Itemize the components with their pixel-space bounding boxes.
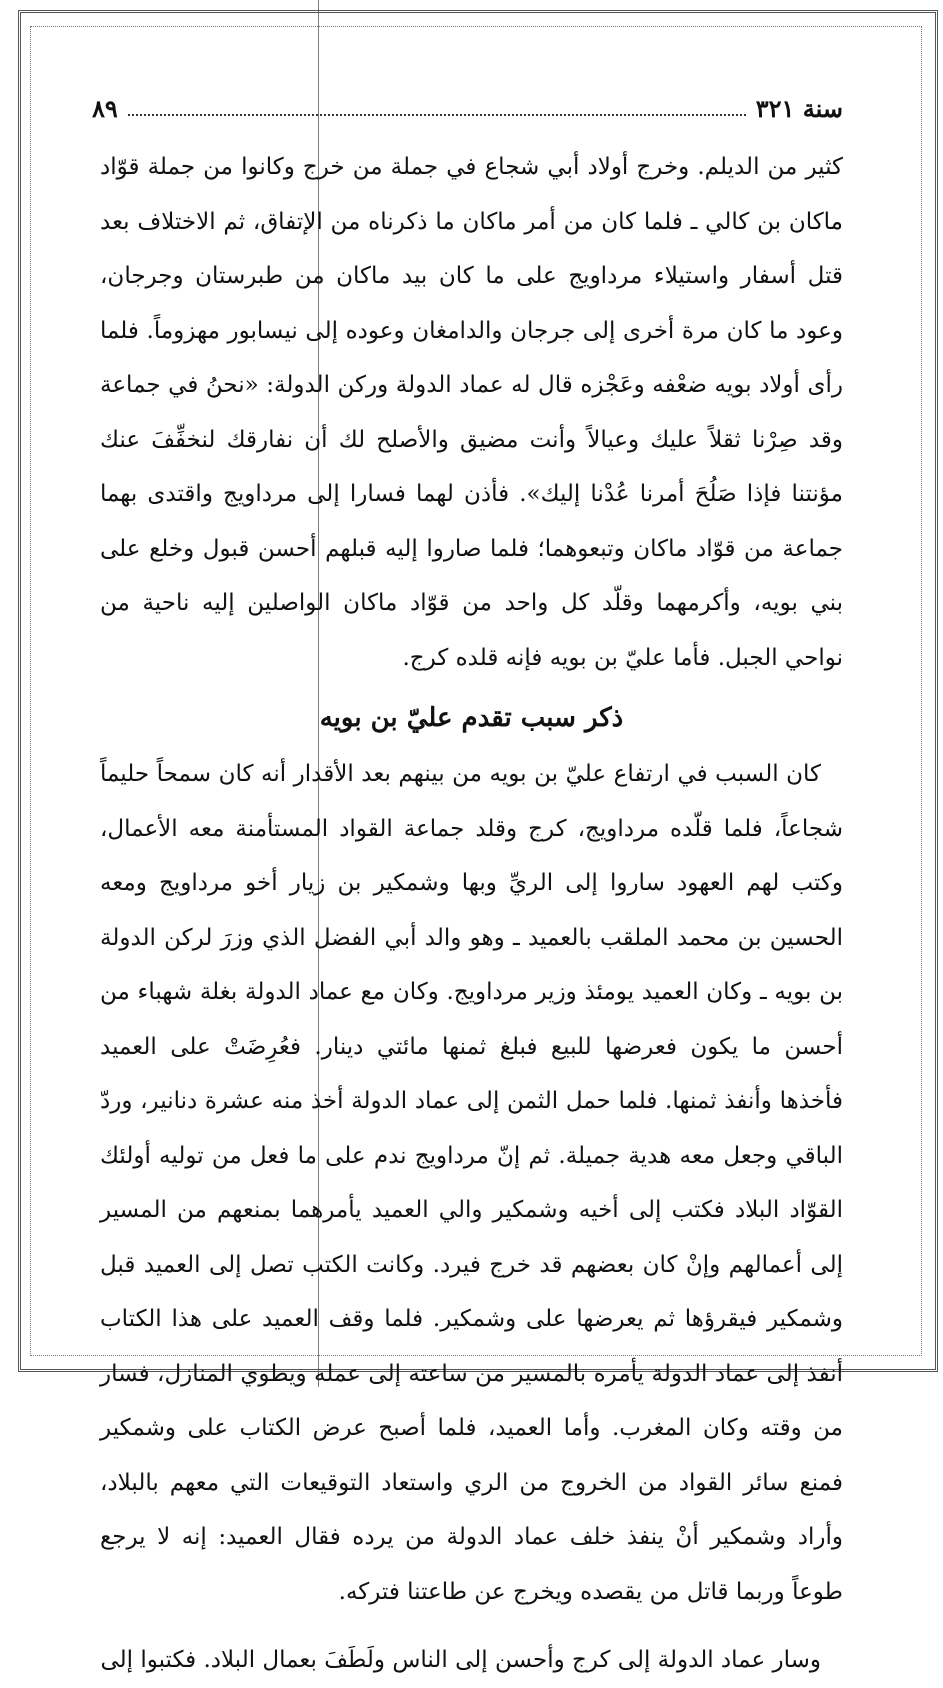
- body-paragraph-2: كان السبب في ارتفاع عليّ بن بويه من بينهم بعد الأقدار أنه كان سمحاً حليماً شجاعاً، فلما قلّده مرداويج، كرج وقلد جماعة القواد المستأمنة معه الأعمال، وكتب لهم العهود ساروا إلى الريِّ وبها وشمكير بن زيار أخو مرداويج ومعه الحسين بن محمد الملقب بالعميد ـ وهو والد أبي الفضل الذي وزرَ لركن الدولة بن بويه ـ وكان العميد يومئذ وزير مرداويج. وكان مع عماد الدولة بغلة شهباء من أحسن ما يكون فعرضها للبيع فبلغ ثمنها مائتي دينار. فعُرِضَتْ على العميد فأخذها وأنفذ ثمنها. فلما حمل الثمن إلى عماد الدولة أخذ منه عشرة دنانير، وردّ الباقي وجعل معه هدية جميلة. ثم إنّ مرداويج ندم على ما فعل من توليه أولئك القوّاد البلاد فكتب إلى أخيه وشمكير والي العميد يأمرهما بمنعهم من المسير إلى أعمالهم وإنْ كان بعضهم قد خرج فيرد. وكانت الكتب تصل إلى العميد قبل وشمكير فيقرؤها ثم يعرضها على وشمكير. فلما وقف العميد على هذا الكتاب أنفذ إلى عماد الدولة يأمره بالمسير من ساعته إلى عمله ويطوي المنازل، فسار من وقته وكان المغرب. وأما العميد، فلما أصبح عرض الكتاب على وشمكير فمنع سائر القواد من الخروج من الري واستعاد التوقيعات التي معهم بالبلاد، وأراد وشمكير أنْ ينفذ خلف عماد الدولة من يرده فقال العميد: إنه لا يرجع طوعاً وربما قاتل من يقصده ويخرج عن طاعتنا فتركه.: [100, 761, 843, 1605]
- header-dotted-leader: [128, 100, 746, 116]
- page-number: ٨٩: [92, 93, 118, 123]
- page-header: [92, 88, 843, 128]
- body-paragraph-1: كثير من الديلم. وخرج أولاد أبي شجاع في جملة من خرج وكانوا من جملة قوّاد ماكان بن كالي ـ فلما كان من أمر ماكان ما ذكرناه من الإتفاق، ثم الاختلاف بعد قتل أسفار واستيلاء مرداويج على ما كان بيد ماكان من طبرستان وجرجان، وعود ما كان مرة أخرى إلى جرجان والدامغان وعوده إلى نيسابور مهزوماً. فلما رأى أولاد بويه ضعْفه وعَجْزه قال له عماد الدولة وركن الدولة: «نحنُ في جماعة وقد صِرْنا ثقلاً عليك وعيالاً وأنت مضيق والأصلح لك أن نفارقك لنخفِّفَ عنك مؤنتنا فإذا صَلُحَ أمرنا عُدْنا إليك». فأذن لهما فسارا إلى مرداويج واقتدى بهما جماعة من قوّاد ماكان وتبعوهما؛ فلما صاروا إليه قبلهم أحسن قبول وخلع على بني بويه، وأكرمهما وقلّد كل واحد من قوّاد ماكان الواصلين إليه ناحية من نواحي الجبل. فأما عليّ بن بويه فإنه قلده كرج.: [100, 154, 843, 671]
- body-paragraph-3: وسار عماد الدولة إلى كرج وأحسن إلى الناس ولَطَفَ بعمال البلاد. فكتبوا إلى: [100, 1647, 821, 1673]
- section-heading: ذكر سبب تقدم عليّ بن بويه: [319, 703, 624, 733]
- running-head-year: سنة ٣٢١: [755, 93, 843, 123]
- page-body: [100, 140, 843, 1688]
